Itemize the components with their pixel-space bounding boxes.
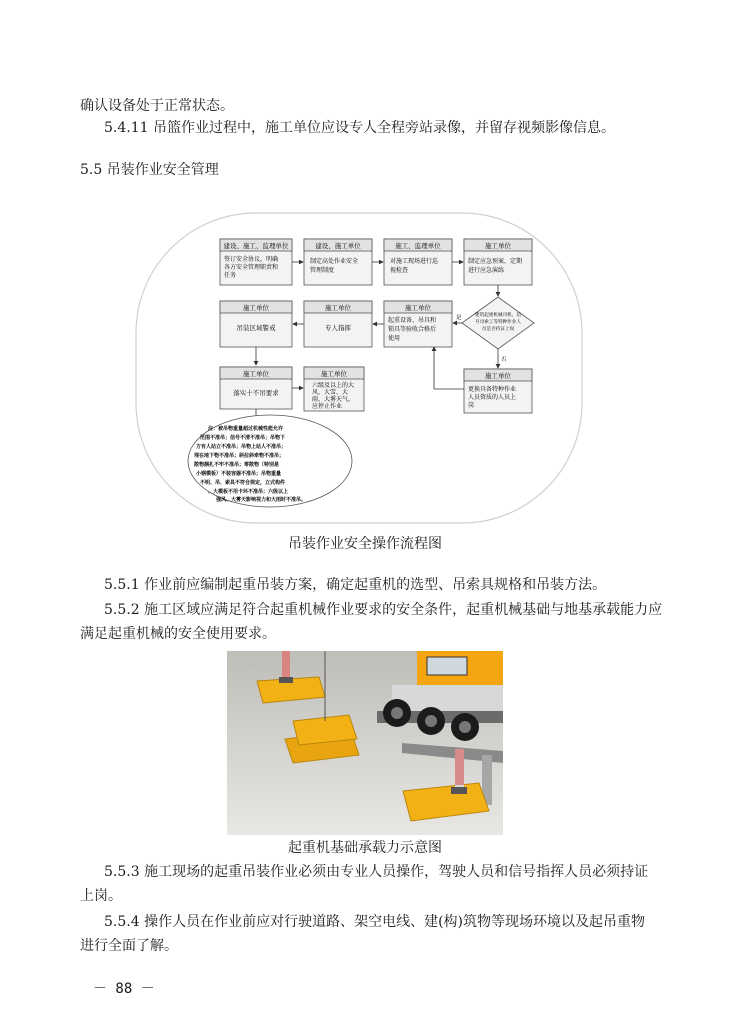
svg-text:签订安全协议，明确: 签订安全协议，明确	[224, 256, 279, 263]
svg-text:建设、施工单位: 建设、施工单位	[315, 242, 361, 250]
svg-text:人员资质的人员上: 人员资质的人员上	[468, 394, 517, 401]
flow-box-9	[304, 367, 364, 411]
paragraph-line: 5.5.1 作业前应编制起重吊装方案，确定起重机的选型、吊索具规格和吊装方法。	[104, 577, 607, 593]
svg-text:施工单位: 施工单位	[405, 304, 431, 312]
paragraph-line: 上岗。	[80, 888, 122, 904]
svg-text:雨、大雾天气，: 雨、大雾天气，	[312, 396, 355, 403]
paragraph-line: 进行全面了解。	[80, 938, 178, 954]
svg-text:使用: 使用	[388, 335, 401, 342]
flow-box-1	[220, 239, 292, 285]
svg-text:制定高处作业安全: 制定高处作业安全	[310, 258, 359, 265]
paragraph-line: 5.5.4 操作人员在作业前应对行驶道路、架空电线、建(构)筑物等现场环境以及起吊重物	[104, 914, 645, 930]
flow-decision	[462, 297, 534, 349]
svg-text:对施工现场进行巡: 对施工现场进行巡	[390, 258, 439, 265]
svg-text:注：被吊物重量超过机械性能允许: 注：被吊物重量超过机械性能允许	[208, 426, 284, 432]
svg-text:应停止作业: 应停止作业	[312, 403, 343, 410]
svg-text:员是否持证上岗: 员是否持证上岗	[481, 327, 515, 332]
flowchart-caption: 吊装作业安全操作流程图	[288, 536, 442, 552]
flowchart	[134, 205, 584, 525]
svg-text:号司索工等特种作业人: 号司索工等特种作业人	[475, 320, 521, 325]
svg-text:方有人站立不准吊；吊物上站人不准吊；: 方有人站立不准吊；吊物上站人不准吊；	[196, 444, 287, 450]
svg-text:管理制度: 管理制度	[310, 267, 335, 274]
svg-text:范围不准吊；信号不清不准吊；吊物下: 范围不准吊；信号不清不准吊；吊物下	[200, 435, 286, 441]
section-heading: 5.5 吊装作业安全管理	[80, 162, 219, 178]
flow-box-8	[220, 367, 292, 409]
svg-text:视检查: 视检查	[390, 267, 409, 274]
svg-text:专人指挥: 专人指挥	[325, 324, 351, 332]
flow-box-5	[220, 301, 292, 347]
svg-text:起重设备、吊具和: 起重设备、吊具和	[388, 317, 437, 324]
svg-text:施工单位: 施工单位	[243, 370, 269, 378]
svg-text:散物捆扎不牢不准吊；零散物（特别是: 散物捆扎不牢不准吊；零散物（特别是	[194, 462, 280, 468]
flow-box-2	[304, 239, 372, 285]
page-number: － 88 －	[93, 981, 155, 997]
svg-text:小钢模板）不装容器不准吊；吊物重量: 小钢模板）不装容器不准吊；吊物重量	[196, 471, 282, 477]
crane-foundation-photo	[227, 651, 503, 835]
flow-note	[188, 415, 352, 507]
yes-label: 是	[456, 315, 462, 321]
flow-box-3	[384, 239, 452, 285]
no-label: 否	[501, 357, 507, 363]
photo-caption: 起重机基础承载力示意图	[288, 840, 442, 856]
svg-text:、大模板不用卡环不准吊；六级以上: 、大模板不用卡环不准吊；六级以上	[208, 489, 289, 495]
svg-text:不明、吊、索具不符合规定，立式构件: 不明、吊、索具不符合规定，立式构件	[200, 480, 286, 486]
svg-text:施工单位: 施工单位	[321, 370, 347, 378]
paragraph-line: 满足起重机械的安全使用要求。	[80, 626, 276, 642]
flow-box-7	[384, 301, 452, 347]
svg-text:风、大雪、大: 风、大雪、大	[312, 389, 349, 396]
svg-text:岗: 岗	[468, 402, 475, 409]
svg-text:施工单位: 施工单位	[485, 372, 511, 380]
svg-text:建筑起重机械司机、信: 建筑起重机械司机、信	[475, 313, 521, 318]
svg-text:建设、施工、监理单位: 建设、施工、监理单位	[223, 242, 289, 250]
flow-box-6	[304, 301, 372, 347]
svg-text:各方安全管理职责和: 各方安全管理职责和	[224, 264, 279, 271]
paragraph-line: 5.5.3 施工现场的起重吊装作业必须由专业人员操作，驾驶人员和信号指挥人员必须持证	[104, 864, 649, 880]
svg-text:六级及以上的大: 六级及以上的大	[312, 382, 355, 389]
svg-text:吊装区域警戒: 吊装区域警戒	[236, 324, 276, 332]
svg-text:进行应急演练: 进行应急演练	[468, 267, 505, 274]
svg-text:锁具等验收合格后: 锁具等验收合格后	[388, 326, 437, 333]
paragraph-line: 5.5.2 施工区域应满足符合起重机械作业要求的安全条件，起重机械基础与地基承载能力应	[104, 602, 663, 618]
svg-text:任务: 任务	[224, 272, 237, 279]
svg-text:施工、监理单位: 施工、监理单位	[395, 242, 441, 250]
svg-text:制定应急预案，定期: 制定应急预案，定期	[468, 258, 523, 265]
svg-text:施工单位: 施工单位	[485, 242, 511, 250]
svg-text:施工单位: 施工单位	[325, 304, 351, 312]
paragraph-line: 5.4.11 吊篮作业过程中，施工单位应设专人全程旁站录像，并留存视频影像信息。	[104, 120, 615, 136]
paragraph-line: 确认设备处于正常状态。	[80, 98, 234, 114]
flow-box-4	[464, 239, 532, 285]
svg-text:落实十不吊要求: 落实十不吊要求	[233, 389, 279, 397]
flow-box-10	[464, 369, 532, 413]
svg-text:施工单位: 施工单位	[243, 304, 269, 312]
svg-text:强风、大雾天影响视力和大雨时不准吊。: 强风、大雾天影响视力和大雨时不准吊。	[216, 497, 307, 503]
svg-text:更换具备特种作业: 更换具备特种作业	[468, 386, 517, 393]
svg-text:埋在地下物不准吊；斜拉斜牵物不准吊；: 埋在地下物不准吊；斜拉斜牵物不准吊；	[194, 453, 285, 459]
